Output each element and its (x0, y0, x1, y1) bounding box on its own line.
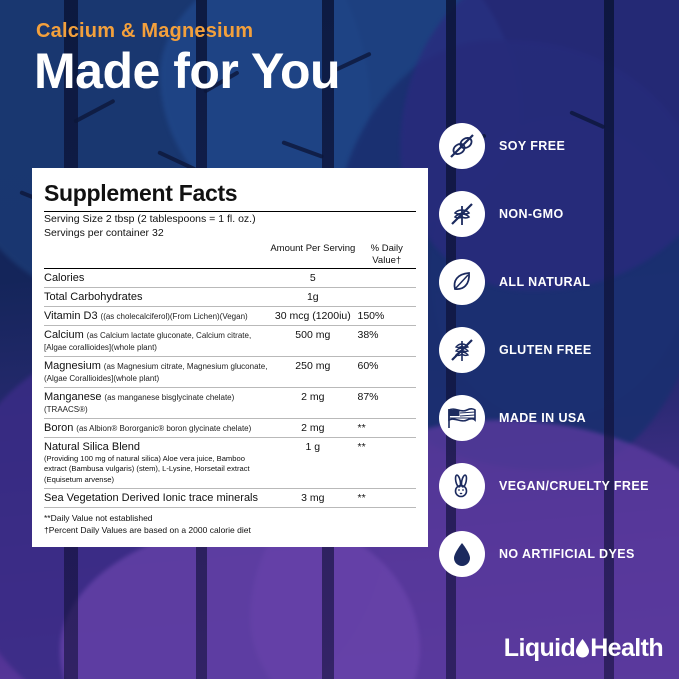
supplement-facts-table (44, 240, 416, 508)
nutrient-amount: 3 mg (268, 488, 357, 507)
logo-text-health: Health (590, 634, 663, 662)
badge-soy-free (439, 112, 661, 180)
page-title: Made for You (34, 43, 341, 99)
badge-label: NO ARTIFICIAL DYES (499, 547, 635, 561)
made-in-usa-flag-icon (439, 395, 485, 441)
badge-all-natural (439, 248, 661, 316)
table-row (44, 488, 416, 507)
nutrient-amount: 1 g (268, 438, 357, 489)
badge-label: ALL NATURAL (499, 275, 591, 289)
nutrient-source: (as Albion® Bororganic® boron glycinate chelate) (76, 424, 252, 434)
nutrient-name: Sea Vegetation Derived Ionic trace minerals (44, 491, 259, 504)
supplement-facts-panel (32, 168, 428, 547)
table-row (44, 326, 416, 357)
badge-made-in-usa (439, 384, 661, 452)
certification-badge-list (439, 112, 661, 588)
nutrient-name: Boron (44, 422, 74, 435)
nutrient-daily-value: ** (358, 438, 417, 489)
gluten-free-icon (439, 327, 485, 373)
nutrient-source: (as manganese bisglycinate chelate) (TRAACS®) (44, 393, 235, 415)
badge-no-artificial-dyes (439, 520, 661, 588)
nutrient-source: (as Calcium lactate gluconate, Calcium citrate, [Algae corallioides](whole plant) (44, 331, 252, 353)
servings-per-container: Servings per container 32 (44, 227, 164, 240)
table-header-row (44, 240, 416, 268)
nutrient-source: (Providing 100 mg of natural silica) Aloe vera juice, Bamboo extract (Bambusa vulgaris) (stem), L-Lysine, Horsetail extract (Equisetum arvense) (44, 454, 250, 484)
soy-free-icon (439, 123, 485, 169)
badge-label: NON-GMO (499, 207, 564, 221)
column-header-amount: Amount Per Serving (268, 240, 357, 268)
nutrient-amount: 2 mg (268, 388, 357, 419)
badge-label: SOY FREE (499, 139, 566, 153)
nutrient-name: Magnesium (44, 360, 101, 373)
nutrient-source: (as Magnesium citrate, Magnesium gluconate, (Algae Corallioides](whole plant) (44, 362, 268, 384)
badge-vegan-cruelty-free (439, 452, 661, 520)
nutrient-name: Natural Silica Blend (44, 441, 140, 454)
nutrient-name: Vitamin D3 (44, 310, 98, 323)
table-row (44, 419, 416, 438)
table-row (44, 269, 416, 288)
nutrient-amount: 2 mg (268, 419, 357, 438)
all-natural-leaf-icon (439, 259, 485, 305)
nutrient-daily-value: 60% (358, 357, 417, 388)
table-row (44, 438, 416, 489)
vegan-cruelty-free-rabbit-icon (439, 463, 485, 509)
nutrient-amount: 1g (268, 288, 357, 307)
product-subtitle: Calcium & Magnesium (36, 20, 254, 42)
nutrient-daily-value: ** (358, 419, 417, 438)
badge-label: MADE IN USA (499, 411, 587, 425)
footnote-daily-value-not-established: **Daily Value not established (44, 512, 153, 523)
footnote-percent-daily-values: †Percent Daily Values are based on a 2000 calorie diet (44, 525, 251, 536)
logo-text-liquid: Liquid (503, 634, 576, 662)
nutrient-daily-value: ** (358, 488, 417, 507)
nutrient-amount: 5 (268, 269, 357, 288)
no-artificial-dyes-droplet-icon (439, 531, 485, 577)
nutrient-daily-value: 87% (358, 388, 417, 419)
column-header-daily-value: % Daily Value† (358, 240, 417, 268)
supplement-facts-title: Supplement Facts (44, 180, 238, 206)
table-row (44, 388, 416, 419)
water-drop-icon (576, 636, 589, 665)
nutrient-daily-value: 38% (358, 326, 417, 357)
table-row (44, 357, 416, 388)
nutrient-daily-value (358, 288, 417, 307)
header (34, 20, 340, 98)
nutrient-daily-value (358, 269, 417, 288)
serving-size: Serving Size 2 tbsp (2 tablespoons = 1 fl. oz.) (44, 213, 256, 225)
nutrient-source: ((as cholecalciferol)(From Lichen)(Vegan) (100, 312, 248, 322)
badge-label: VEGAN/CRUELTY FREE (499, 479, 649, 493)
column-header-nutrient (44, 240, 268, 268)
nutrient-amount: 30 mcg (1200iu) (268, 307, 357, 326)
nutrient-name: Manganese (44, 391, 102, 404)
nutrient-amount: 250 mg (268, 357, 357, 388)
table-row (44, 307, 416, 326)
brand-logo (504, 634, 663, 663)
nutrient-name: Total Carbohydrates (44, 291, 143, 304)
table-row (44, 288, 416, 307)
nutrient-daily-value: 150% (358, 307, 417, 326)
non-gmo-icon (439, 191, 485, 237)
badge-label: GLUTEN FREE (499, 343, 592, 357)
badge-gluten-free (439, 316, 661, 384)
nutrient-name: Calories (44, 272, 85, 285)
nutrient-amount: 500 mg (268, 326, 357, 357)
nutrient-name: Calcium (44, 329, 84, 342)
badge-non-gmo (439, 180, 661, 248)
